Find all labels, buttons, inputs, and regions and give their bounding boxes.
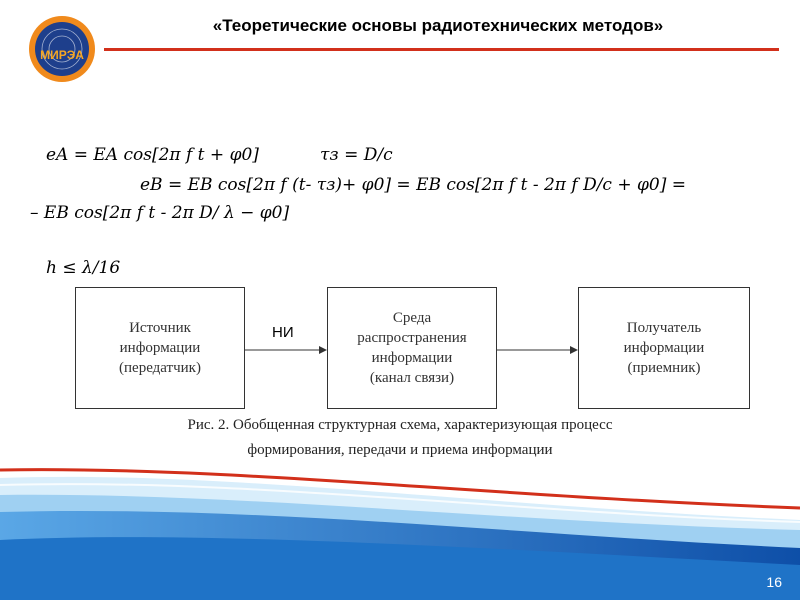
- channel-box: Среда распространения информации (канал связи): [327, 287, 497, 409]
- formula-eb-cont: – EB cos[2π f t - 2π D/ λ − φ0]: [30, 203, 290, 223]
- caption-line-2: формирования, передачи и приема информации: [247, 442, 553, 458]
- formula-ea: eA = EA cos[2π f t + φ0]: [46, 145, 259, 165]
- formula-eb: eB = EB cos[2π f (t- τз)+ φ0] = EB cos[2π f t - 2π f D/c + φ0] =: [140, 175, 686, 195]
- slide-title: «Теоретические основы радиотехнических методов»: [212, 16, 664, 35]
- formula-delay: τз = D/c: [320, 145, 393, 165]
- formula-height: h ≤ λ/16: [46, 258, 121, 278]
- svg-text:МИРЭА: МИРЭА: [40, 48, 84, 62]
- source-box: Источник информации (передатчик): [75, 287, 245, 409]
- caption-line-1: Рис. 2. Обобщенная структурная схема, характеризующая процесс: [187, 417, 613, 433]
- arrow-label-ni: НИ: [272, 324, 294, 341]
- page-number: 16: [766, 574, 782, 590]
- receiver-box: Получатель информации (приемник): [578, 287, 750, 409]
